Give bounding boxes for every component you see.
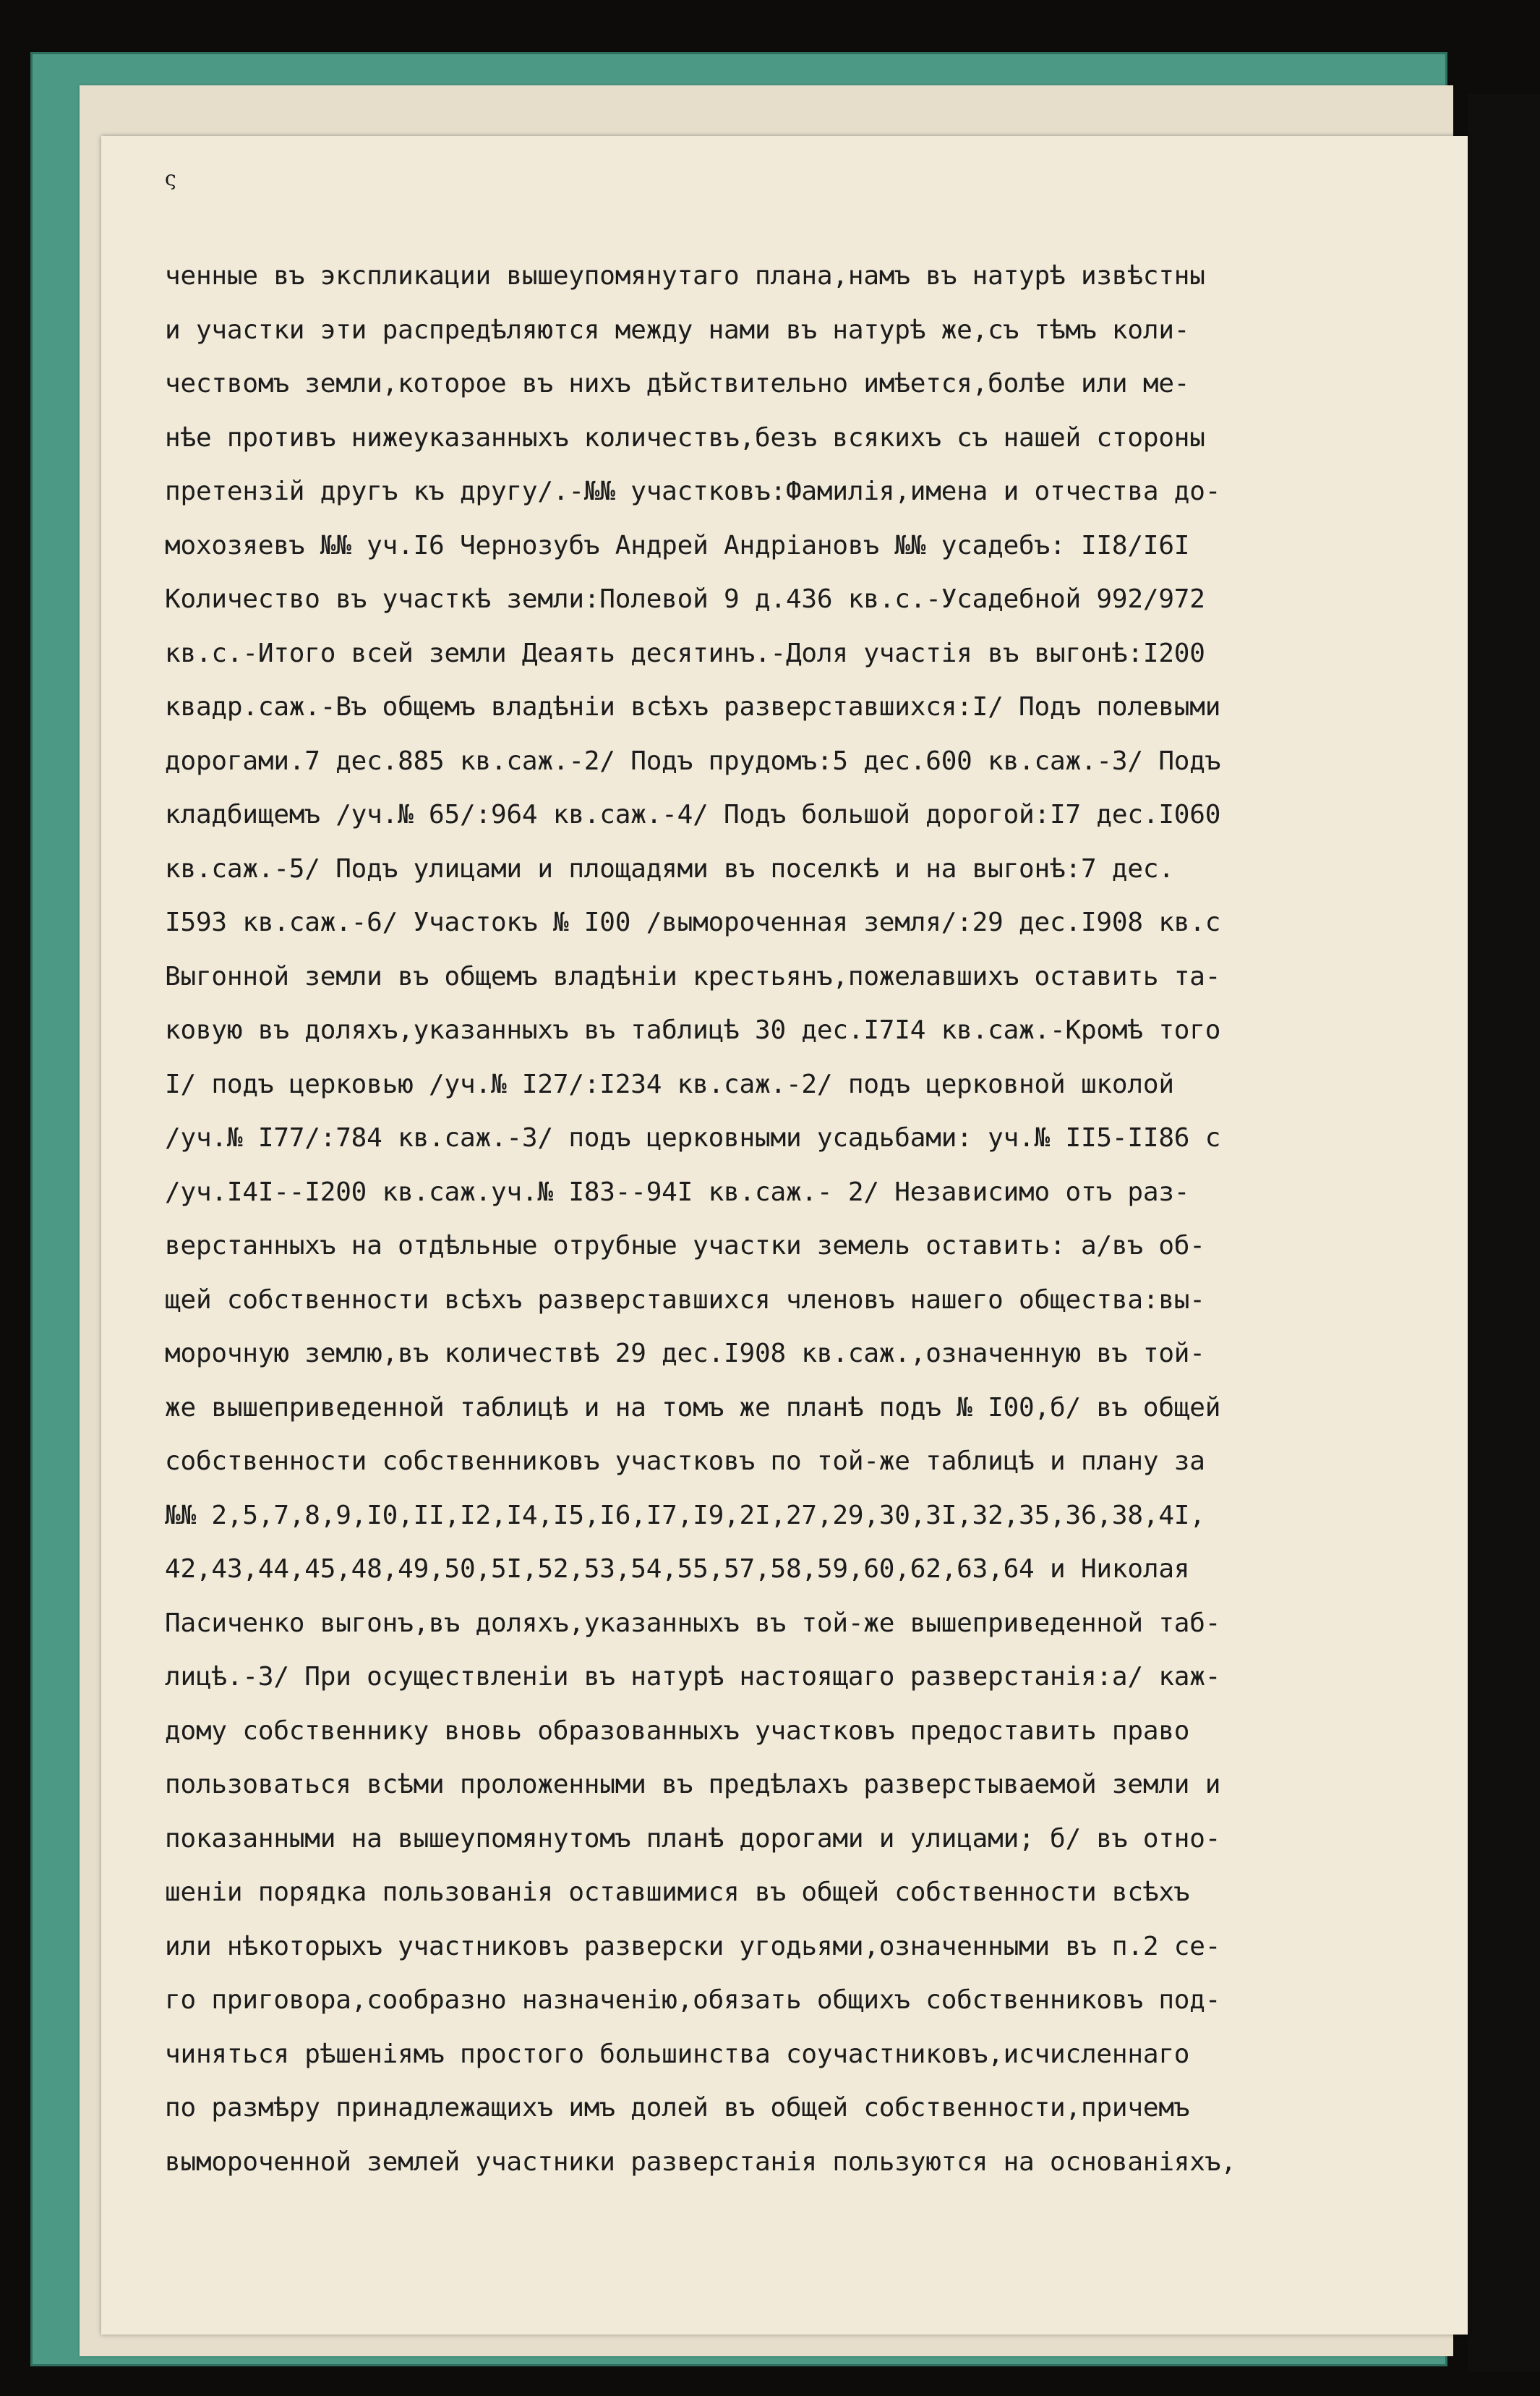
text-line: квадр.саж.-Въ общемъ владѣніи всѣхъ разверставшихся:I/ Подъ полевыми	[165, 692, 1221, 722]
text-line: верстанныхъ на отдѣльные отрубные участки земель оставить: а/въ об-	[165, 1231, 1205, 1261]
text-line: дорогами.7 дес.885 кв.саж.-2/ Подъ прудомъ:5 дес.600 кв.саж.-3/ Подъ	[165, 746, 1221, 776]
text-line: пользоваться всѣми проложенными въ предѣлахъ разверстываемой земли и	[165, 1770, 1221, 1799]
text-line: морочную землю,въ количествѣ 29 дес.I908 кв.саж.,означенную въ той-	[165, 1339, 1205, 1368]
text-line: мохозяевъ №№ уч.I6 Чернозубъ Андрей Андріановъ №№ усадебъ: II8/I6I	[165, 530, 1190, 560]
text-line: /уч.I4I--I200 кв.саж.уч.№ I83--94I кв.саж.- 2/ Независимо отъ раз-	[165, 1177, 1190, 1207]
text-line: Пасиченко выгонъ,въ доляхъ,указанныхъ въ той-же вышеприведенной таб-	[165, 1608, 1221, 1638]
text-line: же вышеприведенной таблицѣ и на томъ же планѣ подъ № I00,б/ въ общей	[165, 1392, 1221, 1423]
text-line: Количество въ участкѣ земли:Полевой 9 д.436 кв.с.-Усадебной 992/972	[165, 584, 1205, 614]
text-line: чиняться рѣшеніямъ простого большинства соучастниковъ,исчисленнаго	[165, 2039, 1190, 2069]
text-line: /уч.№ I77/:784 кв.саж.-3/ подъ церковными усадьбами: уч.№ II5-II86 с	[165, 1123, 1221, 1153]
text-line: кв.с.-Итого всей земли Деаять десятинъ.-Доля участія въ выгонѣ:I200	[165, 638, 1205, 668]
page-mark: ς	[165, 166, 176, 190]
text-line: I593 кв.саж.-6/ Участокъ № I00 /вымороченная земля/:29 дес.I908 кв.с	[165, 908, 1221, 937]
text-line: показанными на вышеупомянутомъ планѣ дорогами и улицами; б/ въ отно-	[165, 1823, 1221, 1854]
dark-margin	[1468, 94, 1540, 2372]
text-line: нѣе противъ нижеуказанныхъ количествъ,безъ всякихъ съ нашей стороны	[165, 422, 1205, 453]
text-line: 42,43,44,45,48,49,50,5I,52,53,54,55,57,58,59,60,62,63,64 и Николая	[165, 1554, 1190, 1584]
text-line: кладбищемъ /уч.№ 65/:964 кв.саж.-4/ Подъ большой дорогой:I7 дес.I060	[165, 800, 1221, 830]
text-line: го приговора,сообразно назначенію,обязать общихъ собственниковъ под-	[165, 1985, 1221, 2015]
text-line: Выгонной земли въ общемъ владѣніи крестьянъ,пожелавшихъ оставить та-	[165, 961, 1221, 992]
text-line: дому собственнику вновь образованныхъ участковъ предоставить право	[165, 1715, 1190, 1746]
text-line: вымороченной землей участники разверстанія пользуются на основаніяхъ,	[165, 2146, 1236, 2177]
text-line: чествомъ земли,которое въ нихъ дѣйствительно имѣется,болѣе или ме-	[165, 369, 1190, 398]
text-line: или нѣкоторыхъ участниковъ разверски угодьями,означенными въ п.2 се-	[165, 1931, 1221, 1961]
text-line: по размѣру принадлежащихъ имъ долей въ общей собственности,причемъ	[165, 2093, 1190, 2123]
text-line: лицѣ.-3/ При осуществленіи въ натурѣ настоящаго разверстанія:а/ каж-	[165, 1662, 1221, 1692]
typed-text-body	[165, 250, 1473, 2189]
text-line: претензій другъ къ другу/.-№№ участковъ:Фамилія,имена и отчества до-	[165, 477, 1221, 506]
text-line: шеніи порядка пользованія оставшимися въ общей собственности всѣхъ	[165, 1877, 1190, 1907]
text-line: I/ подъ церковью /уч.№ I27/:I234 кв.саж.-2/ подъ церковной школой	[165, 1069, 1174, 1099]
text-line: ковую въ доляхъ,указанныхъ въ таблицѣ 30 дес.I7I4 кв.саж.-Кромѣ того	[165, 1015, 1221, 1045]
text-line: и участки эти распредѣляются между нами въ натурѣ же,съ тѣмъ коли-	[165, 315, 1190, 345]
text-line: собственности собственниковъ участковъ по той-же таблицѣ и плану за	[165, 1446, 1205, 1476]
text-line: №№ 2,5,7,8,9,I0,II,I2,I4,I5,I6,I7,I9,2I,27,29,30,3I,32,35,36,38,4I,	[165, 1500, 1205, 1530]
text-line: кв.саж.-5/ Подъ улицами и площадями въ поселкѣ и на выгонѣ:7 дес.	[165, 853, 1174, 884]
text-line: ченные въ экспликации вышеупомянутаго плана,намъ въ натурѣ извѣстны	[165, 261, 1205, 291]
text-line: щей собственности всѣхъ разверставшихся членовъ нашего общества:вы-	[165, 1284, 1205, 1315]
